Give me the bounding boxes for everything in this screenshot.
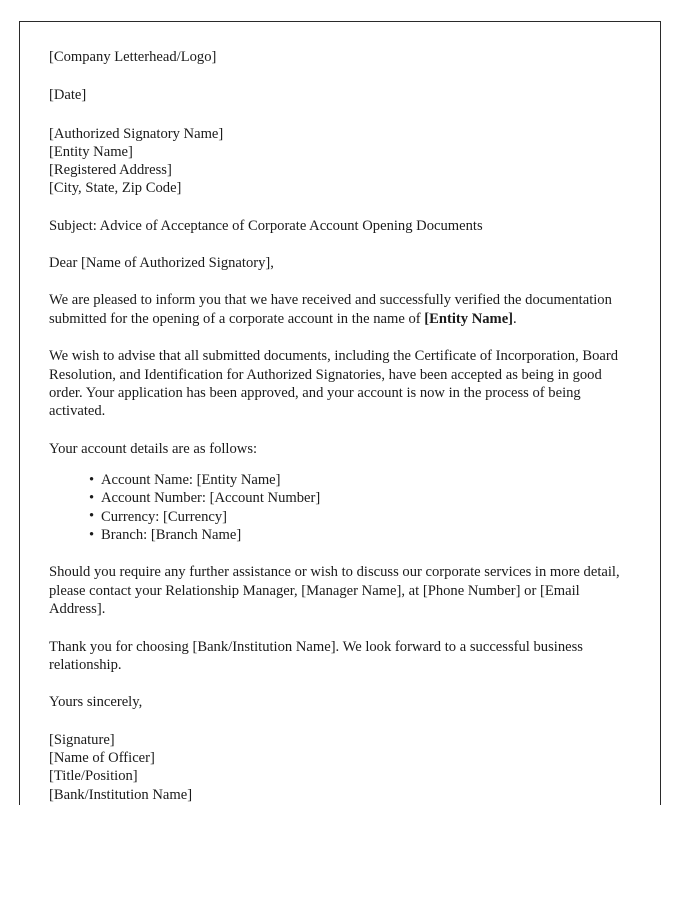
signature-placeholder: [Signature]: [49, 731, 115, 748]
document-page-frame: [19, 21, 661, 805]
list-item: • Account Name: [Entity Name]: [89, 471, 633, 489]
recipient-registered-address: [Registered Address]: [49, 162, 172, 179]
paragraph-verification-entity-name: [Entity Name]: [424, 310, 514, 327]
account-details-list: [49, 471, 633, 544]
paragraph-verification: [49, 291, 633, 328]
signature-block: [49, 731, 633, 804]
paragraph-documents-accepted: We wish to advise that all submitted documents, including the Certificate of Incorporation, Board Resolution, and Identification for Authorized Signatories, have been accepted as being in good order. Your application has been approved, and your account is now in the process of being activated.: [49, 348, 619, 420]
closing-salutation: Yours sincerely,: [49, 694, 143, 711]
recipient-city-state-zip: [City, State, Zip Code]: [49, 180, 182, 197]
company-letterhead: [Company Letterhead/Logo]: [49, 49, 217, 65]
salutation: Dear [Name of Authorized Signatory],: [49, 255, 274, 272]
subject-line: Subject: Advice of Acceptance of Corporate Account Opening Documents: [49, 217, 483, 234]
letter-body: [49, 48, 633, 804]
account-details-intro: Your account details are as follows:: [49, 440, 258, 457]
list-item: • Branch: [Branch Name]: [89, 526, 633, 544]
recipient-entity-name: [Entity Name]: [49, 143, 133, 160]
institution-name: [Bank/Institution Name]: [49, 786, 193, 803]
paragraph-verification-tail: .: [513, 310, 517, 327]
list-item: • Currency: [Currency]: [89, 508, 633, 526]
officer-title: [Title/Position]: [49, 768, 138, 785]
recipient-signatory-name: [Authorized Signatory Name]: [49, 125, 224, 142]
letter-date: [Date]: [49, 87, 87, 104]
paragraph-verification-lead: We are pleased to inform you that we have received and successfully verified the documentation submitted for the opening of a corporate account in the name of: [49, 292, 612, 327]
officer-name: [Name of Officer]: [49, 749, 155, 766]
paragraph-thank-you: Thank you for choosing [Bank/Institution Name]. We look forward to a successful business relationship.: [49, 638, 583, 673]
list-item: • Account Number: [Account Number]: [89, 489, 633, 507]
recipient-address-block: [49, 125, 633, 198]
paragraph-contact-assistance: Should you require any further assistance or wish to discuss our corporate services in more detail, please contact your Relationship Manager, [Manager Name], at [Phone Number] or [Email Address].: [49, 564, 620, 618]
